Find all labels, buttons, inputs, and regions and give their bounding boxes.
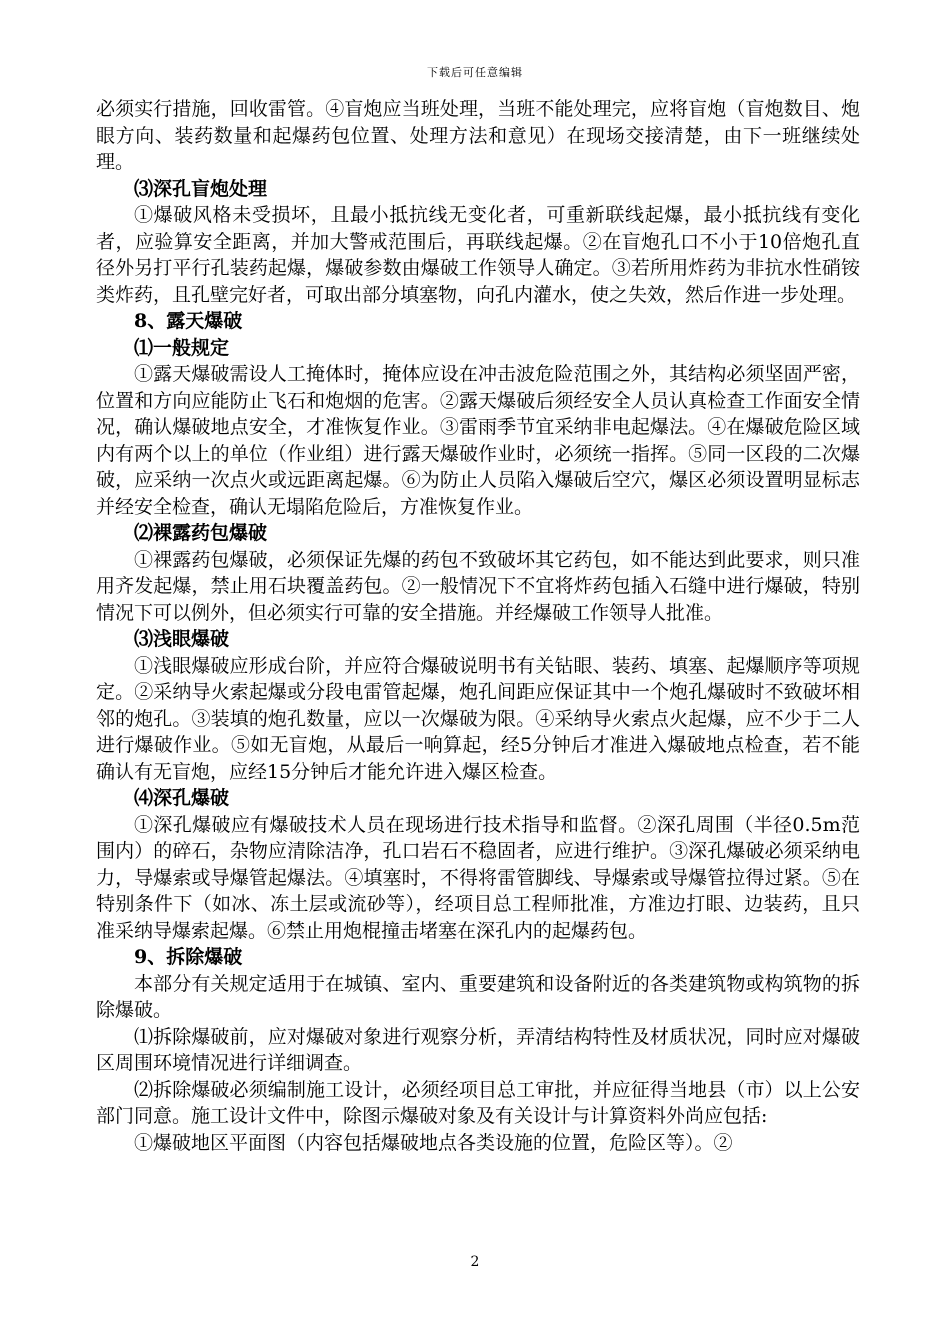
page-number: 2 [470, 1254, 480, 1270]
paragraph-deep-hole-misfire: ①爆破风格未受损坏，且最小抵抗线无变化者，可重新联线起爆，最小抵抗线有变化者，应验算安全距离，并加大警戒范围后，再联线起爆。②在盲炮孔口不小于10倍炮孔直径外另打平行孔装药起爆，爆破参数由爆破工作领导人确定。③若所用炸药为非抗水性硝铵类炸药，且孔壁完好者，可取出部分填塞物，向孔内灌水，使之失效，然后作进一步处理。 [96, 204, 860, 306]
subsection-heading-shallow-hole: ⑶浅眼爆破 [134, 628, 230, 650]
paragraph-demolition-item-1: ⑴拆除爆破前，应对爆破对象进行观察分析，弄清结构特性及材质状况，同时应对爆破区周围环境情况进行详细调查。 [96, 1025, 860, 1074]
paragraph-shallow-hole: ①浅眼爆破应形成台阶，并应符合爆破说明书有关钻眼、装药、填塞、起爆顺序等项规定。②采纳导火索起爆或分段电雷管起爆，炮孔间距应保证其中一个炮孔爆破时不致破坏相邻的炮孔。③装填的炮孔数量，应以一次爆破为限。④采纳导火索点火起爆，应不少于二人进行爆破作业。⑤如无盲炮，从最后一响算起，经5分钟后才准进入爆破地点检查，若不能确认有无盲炮，应经15分钟后才能允许进入爆区检查。 [96, 654, 860, 783]
section-heading-demolition-blasting: 9、拆除爆破 [134, 946, 243, 968]
document-body [96, 96, 860, 1156]
paragraph-demolition-item-2: ⑵拆除爆破必须编制施工设计，必须经项目总工审批，并应征得当地县（市）以上公安部门同意。施工设计文件中，除图示爆破对象及有关设计与计算资料外尚应包括: [96, 1078, 860, 1127]
paragraph-demolition-scope: 本部分有关规定适用于在城镇、室内、重要建筑和设备附近的各类建筑物或构筑物的拆除爆破。 [96, 972, 860, 1021]
subsection-heading-exposed-charge: ⑵裸露药包爆破 [134, 522, 268, 544]
section-heading-deep-hole-misfire: ⑶深孔盲炮处理 [134, 177, 268, 200]
paragraph-demolition-item-2-list: ①爆破地区平面图（内容包括爆破地点各类设施的位置，危险区等）。② [134, 1131, 733, 1154]
paragraph-exposed-charge: ①裸露药包爆破，必须保证先爆的药包不致破坏其它药包，如不能达到此要求，则只准用齐发起爆，禁止用石块覆盖药包。②一般情况下不宜将炸药包插入石缝中进行爆破，特别情况下可以例外，但必须实行可靠的安全措施。并经爆破工作领导人批准。 [96, 548, 860, 624]
paragraph-general-rules: ①露天爆破需设人工掩体时，掩体应设在冲击波危险范围之外，其结构必须坚固严密，位置和方向应能防止飞石和炮烟的危害。②露天爆破后须经安全人员认真检查工作面安全情况，确认爆破地点安全，才准恢复作业。③雷雨季节宜采纳非电起爆法。④在爆破危险区域内有两个以上的单位（作业组）进行露天爆破作业时，必须统一指挥。⑤同一区段的二次爆破，应采纳一次点火或远距离起爆。⑥为防止人员陷入爆破后空穴，爆区必须设置明显标志并经安全检查，确认无塌陷危险后，方准恢复作业。 [96, 363, 860, 518]
subsection-heading-deep-hole: ⑷深孔爆破 [134, 787, 230, 809]
page-header-note: 下载后可任意编辑 [427, 66, 523, 79]
paragraph-deep-hole: ①深孔爆破应有爆破技术人员在现场进行技术指导和监督。②深孔周围（半径0.5m范围内）的碎石，杂物应清除洁净，孔口岩石不稳固者，应进行维护。③深孔爆破必须采纳电力，导爆索或导爆管起爆法。④填塞时，不得将雷管脚线、导爆索或导爆管拉得过紧。⑤在特别条件下（如冰、冻土层或流砂等），经项目总工程师批准，方准边打眼、边装药，且只准采纳导爆索起爆。⑥禁止用炮棍撞击堵塞在深孔内的起爆药包。 [96, 813, 860, 942]
section-heading-open-pit-blasting: 8、露天爆破 [134, 310, 243, 332]
subsection-heading-general-rules: ⑴一般规定 [134, 336, 230, 359]
paragraph-continuation: 必须实行措施，回收雷管。④盲炮应当班处理，当班不能处理完，应将盲炮（盲炮数目、炮眼方向、装药数量和起爆药包位置、处理方法和意见）在现场交接清楚，由下一班继续处理。 [96, 98, 860, 173]
